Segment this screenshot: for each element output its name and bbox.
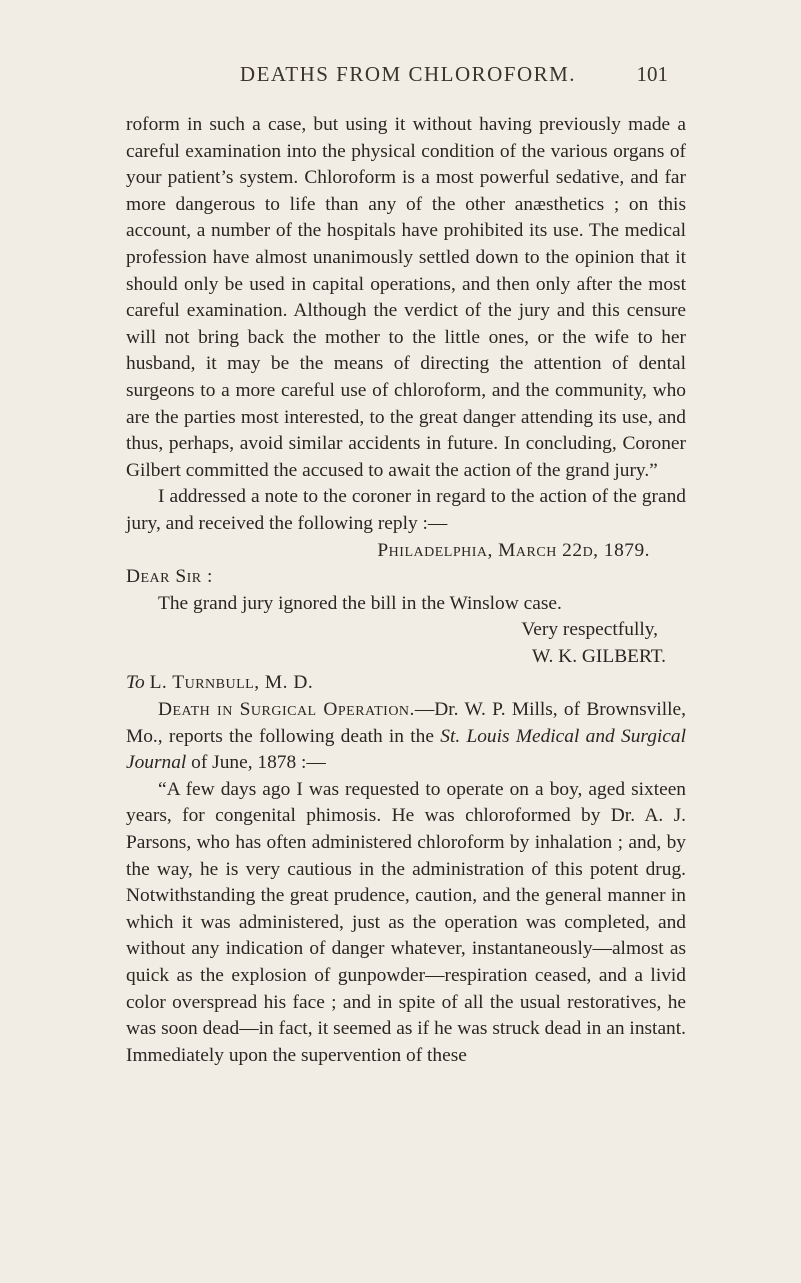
paragraph-note-to-coroner: I addressed a note to the coroner in regard to the action of the grand jury, and received the following reply :— bbox=[126, 486, 686, 534]
section-intro-text: —Dr. W. P. Mills, of Brownsville, Mo., reports the following death in the bbox=[126, 699, 686, 747]
page-header bbox=[148, 62, 668, 92]
journal-title: St. Louis Medical and Surgical Journal bbox=[126, 725, 686, 774]
running-head: DEATHS FROM CHLOROFORM. bbox=[239, 62, 577, 86]
letter-salutation: Dear Sir : bbox=[126, 566, 213, 588]
letter-signature: W. K. GILBERT. bbox=[531, 645, 666, 667]
page-number: 101 bbox=[636, 62, 668, 86]
paragraph-continued: roform in such a case, but using it without having previously made a careful examination into the physical condition of the various organs of your patient’s system. Chloroform is a most powerful sedative, and far more dangerous to life than any of the other anæsthetics ; on this account, a number of the hospitals have prohibited its use. The medical profession have almost unanimously settled down to the opinion that it should only be used in capital operations, and then only after the most careful examination. Although the verdict of the jury and this censure will not bring back the mother to the little ones, or the wife to her husband, it may be the means of directing the attention of dental surgeons to a more careful use of chloroform, and the community, who are the parties most interested, to the great danger attending its use, and thus, perhaps, avoid similar accidents in future. In concluding, Coroner Gilbert committed the accused to await the action of the grand jury.” bbox=[126, 114, 686, 481]
letter-addressee-to: To bbox=[126, 672, 145, 694]
letter-addressee: L. Turnbull, M. D. bbox=[149, 672, 314, 694]
body-text bbox=[126, 112, 686, 1069]
quoted-report: “A few days ago I was requested to operate on a boy, aged sixteen years, for congenital phimosis. He was chloroformed by Dr. A. J. Parsons, who has often administered chloroform by inhalation ; and, by the way, he is very cautious in the administration of this potent drug. Notwithstanding the great prudence, caution, and the general manner in which it was administered, just as the operation was completed, and without any indication of danger whatever, instantaneously—almost as quick as the explosion of gunpowder—respiration ceased, and a livid color overspread his face ; and in spite of all the usual restoratives, he was soon dead—in fact, it seemed as if he was struck dead in an instant. Immediately upon the supervention of these bbox=[126, 778, 686, 1066]
letter-body: The grand jury ignored the bill in the Winslow case. bbox=[158, 592, 562, 614]
letter-addressee-line bbox=[126, 670, 686, 697]
section-intro bbox=[126, 697, 686, 777]
letter-closing: Very respectfully, bbox=[521, 619, 658, 641]
section-intro-date: of June, 1878 :— bbox=[186, 752, 326, 774]
letter-dateline: Philadelphia, March 22d, 1879. bbox=[377, 539, 650, 561]
section-heading: Death in Surgical Operation. bbox=[158, 699, 415, 721]
